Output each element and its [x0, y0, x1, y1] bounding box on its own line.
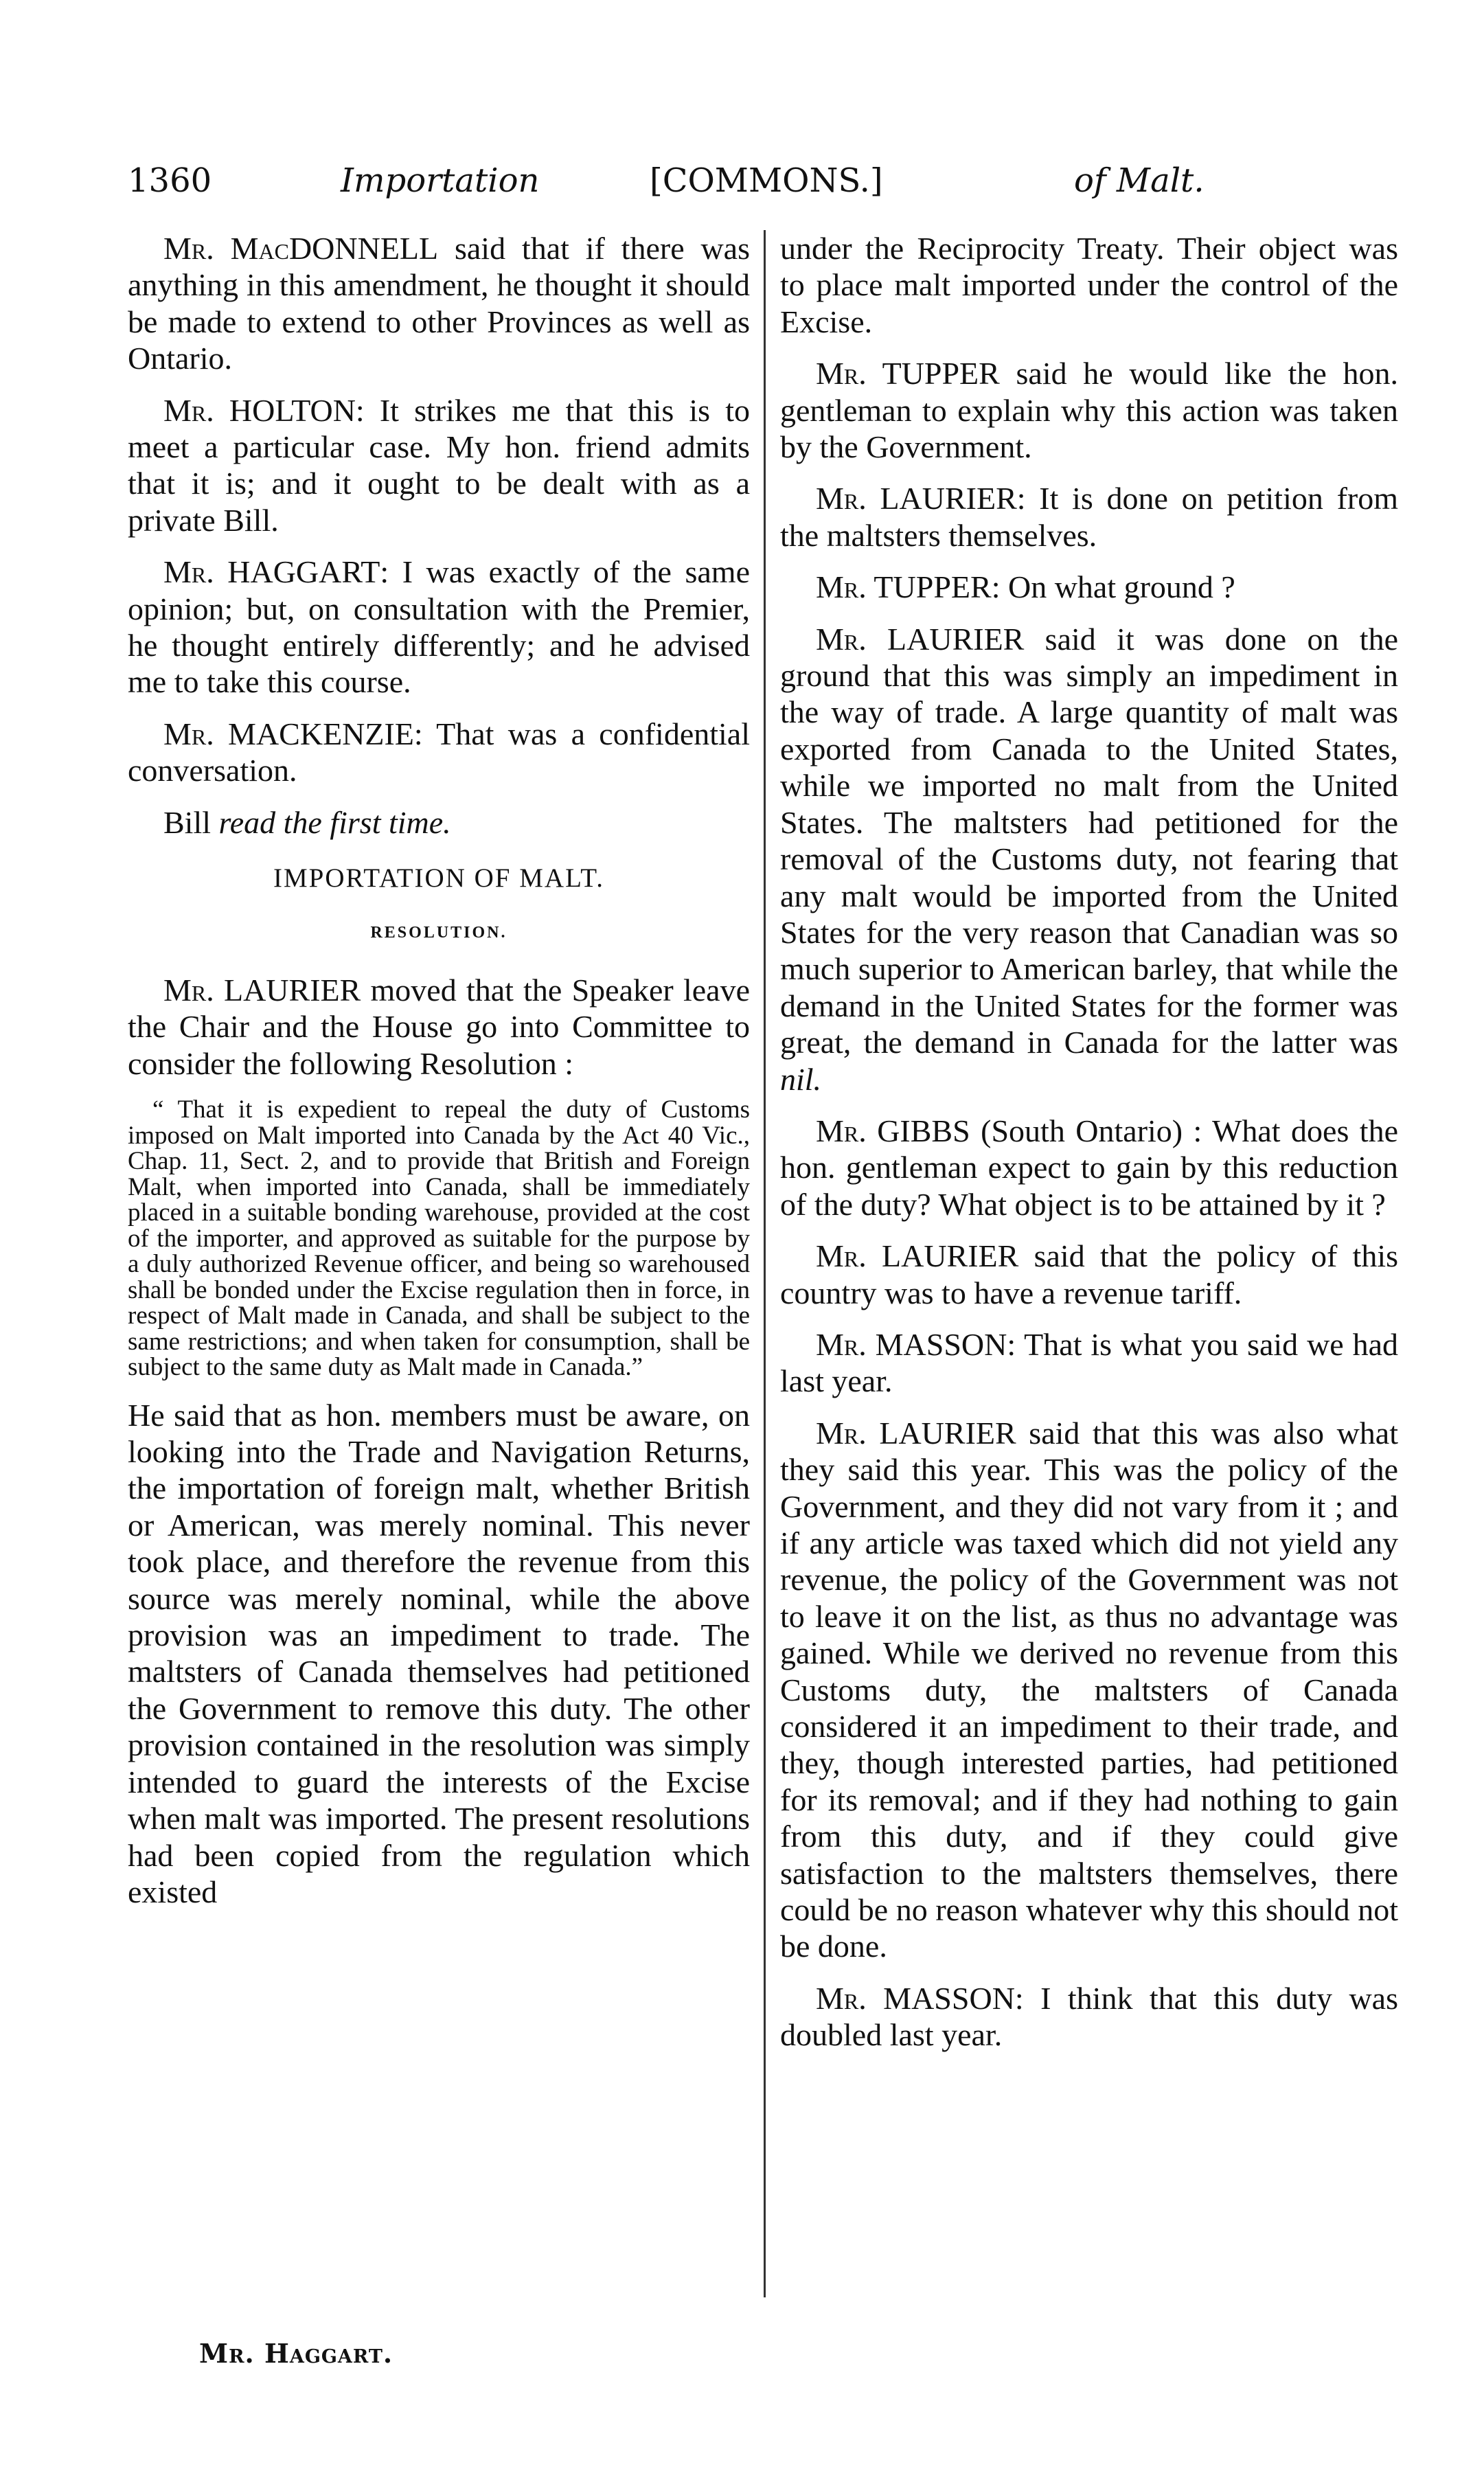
paragraph — [128, 972, 750, 1082]
header-center-title: [COMMONS.] — [650, 161, 883, 200]
paragraph: He said that as hon. members must be aware, on looking into the Trade and Navigation Returns, the importation of foreign malt, whether British or American, was merely nominal. This never took place, and therefore the revenue from this source was merely nominal, while the above provision was an impediment to trade. The maltsters of Canada themselves had petitioned the Government to remove this duty. The other provision contained in the resolution was simply intended to guard the interests of the Excise when malt was imported. The present resolutions had been copied from the regulation which existed — [128, 1397, 750, 1909]
speech-text: : On what ground ? — [991, 569, 1235, 605]
paragraph — [128, 554, 750, 701]
page-number: 1360 — [128, 161, 212, 200]
section-subheading: RESOLUTION. — [370, 923, 507, 942]
column-divider — [764, 230, 766, 2297]
paragraph — [780, 1980, 1398, 2054]
left-column — [128, 230, 750, 1925]
right-column — [780, 230, 1398, 2069]
speaker-name: Mr. MacDONNELL — [163, 231, 439, 266]
speaker-name: Mr. TUPPER — [816, 569, 992, 605]
section-heading: IMPORTATION OF MALT. — [273, 863, 604, 894]
speaker-name: Mr. GIBBS — [816, 1113, 970, 1148]
paragraph — [780, 1415, 1398, 1965]
running-header — [128, 157, 1213, 205]
speech-text: said that the policy of this country was to have a revenue tariff. — [780, 1238, 1398, 1310]
paragraph — [128, 716, 750, 789]
speaker-name: Mr. LAURIER — [816, 1415, 1016, 1451]
italic-text: read the first time. — [218, 804, 451, 840]
speech-text: said it was done on the ground that this was simply an impediment in the way of trade. A large quantity of malt was exported from Canada to the United States, while we imported no malt from the United States. The maltsters had petitioned for the removal of the Customs duty, not fearing that any malt would be imported from the United States for the very reason that Canadian was so much superior to American barley, that while the demand in the United States for the former was great, the demand in Canada for the latter was — [780, 621, 1398, 1060]
paragraph — [780, 1326, 1398, 1400]
speech-text: : That was a confidential conversation. — [128, 716, 750, 788]
italic-text: nil. — [780, 1061, 822, 1097]
paragraph — [128, 804, 750, 841]
paragraph — [780, 621, 1398, 1098]
paragraph — [780, 355, 1398, 465]
speech-text: (South Ontario) : What does the hon. gentleman expect to gain by this reduction of the duty? What object is to be attained by it ? — [780, 1113, 1398, 1222]
speech-text: said that this was also what they said this year. This was the policy of the Government, and they did not vary from it ; and if any article was taxed which did not yield any revenue, the policy of the Government was not to leave it on the list, as thus no advantage was gained. While we derived no revenue from this Customs duty, the maltsters of Canada considered it an impediment to their trade, and they, though interested parties, had petitioned for its removal; and if they had nothing to gain from this duty, and if they could give satisfaction to the maltsters themselves, there could be no reason whatever why this should not be done. — [780, 1415, 1398, 1964]
paragraph — [128, 392, 750, 539]
speech-text: Bill — [163, 804, 219, 840]
header-left-title: Importation — [341, 161, 540, 200]
speaker-name: Mr. LAURIER — [163, 972, 361, 1008]
header-right-title: of Malt. — [1074, 161, 1205, 200]
paragraph: under the Reciprocity Treaty. Their object was to place malt imported under the control of the Excise. — [780, 231, 1398, 339]
speech-text: : That is what you said we had last year. — [780, 1326, 1398, 1399]
speech-text: said that if there was anything in this amendment, he thought it should be made to extend to other Provinces as well as Ontario. — [128, 231, 750, 376]
resolution-quote: “ That it is expedient to repeal the duty of Customs imposed on Malt imported into Canada by the Act 40 Vic., Chap. 11, Sect. 2, and to provide that British and Foreign Malt, when imported into Canada, shall be immediately placed in a suitable bonding warehouse, provided at the cost of the importer, and approved as suitable for the purpose by a duly authorized Revenue officer, and being so warehoused shall be bonded under the Excise regulation then in force, in respect of Malt made in Canada, and shall be subject to the same restrictions; and when taken for consumption, shall be subject to the same duty as Malt made in Canada.” — [128, 1095, 750, 1382]
paragraph — [780, 1238, 1398, 1311]
speech-text: : It is done on petition from the maltsters themselves. — [780, 481, 1398, 553]
speaker-name: Mr. LAURIER — [816, 621, 1025, 657]
speaker-name: Mr. MACKENZIE — [163, 716, 414, 751]
speaker-name: Mr. LAURIER — [816, 481, 1017, 516]
speaker-name: Mr. MASSON — [816, 1326, 1007, 1362]
speaker-name: Mr. TUPPER — [816, 356, 1000, 391]
speaker-name: Mr. MASSON — [816, 1980, 1015, 2016]
paragraph — [780, 480, 1398, 554]
speech-text: : I was exactly of the same opinion; but, on consultation with the Premier, he thought entirely differently; and he advised me to take this course. — [128, 554, 750, 700]
speaker-name: Mr. HOLTON — [163, 392, 356, 428]
speaker-name: Mr. HAGGART — [163, 554, 380, 590]
paragraph — [780, 1113, 1398, 1223]
speech-text: : It strikes me that this is to meet a particular case. My hon. friend admits that it is; and it ought to be dealt with as a private Bill. — [128, 392, 750, 538]
footer-catchword: Mr. Haggart. — [199, 2338, 393, 2369]
speech-text: moved that the Speaker leave the Chair and the House go into Committee to consider the following Resolution : — [128, 972, 750, 1081]
paragraph — [780, 569, 1398, 605]
speaker-name: Mr. LAURIER — [816, 1238, 1019, 1274]
speech-text: said he would like the hon. gentleman to explain why this action was taken by the Government. — [780, 356, 1398, 465]
speech-text: : I think that this duty was doubled last year. — [780, 1980, 1398, 2053]
paragraph — [128, 230, 750, 377]
